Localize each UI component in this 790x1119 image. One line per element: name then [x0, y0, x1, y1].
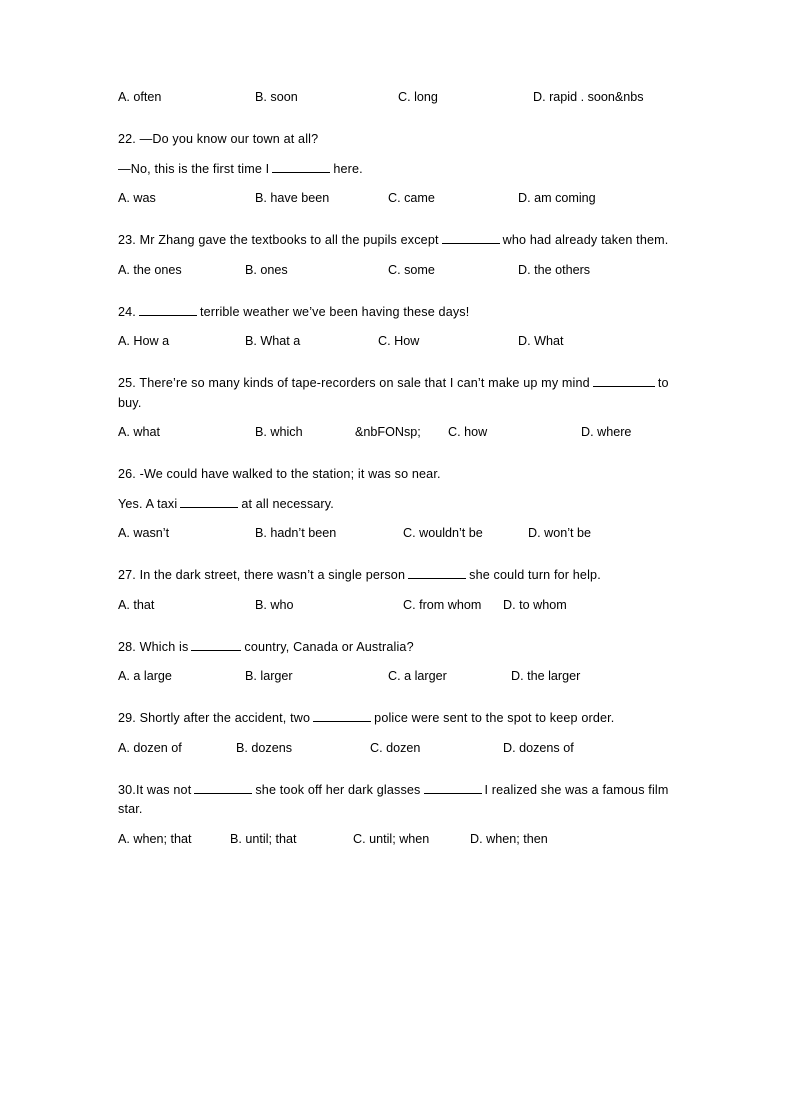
option-c[interactable]: C. came	[388, 191, 435, 206]
option-a[interactable]: A. the ones	[118, 262, 182, 277]
option-row	[118, 830, 672, 850]
option-d[interactable]: D. am coming	[518, 191, 596, 206]
answer-blank	[139, 304, 197, 316]
option-artifact-text: &nbFONsp;	[355, 425, 421, 440]
option-b[interactable]: B. What a	[245, 334, 301, 349]
answer-blank	[180, 496, 238, 508]
option-d[interactable]: D. the larger	[511, 669, 581, 684]
answer-blank-1	[194, 782, 252, 794]
option-d[interactable]: D. dozens of	[503, 740, 574, 755]
stem-text-before: 25. There’re so many kinds of tape-recorders on sale that I can’t make up my mind	[118, 376, 590, 391]
option-b[interactable]: B. who	[255, 597, 294, 612]
answer-blank	[593, 375, 655, 387]
option-row	[118, 596, 672, 616]
stem-text-before: 30.It was not	[118, 782, 192, 797]
stem-text-after: to buy.	[118, 376, 669, 410]
option-d[interactable]: D. where	[581, 425, 632, 440]
question-stem-line	[118, 374, 672, 413]
answer-blank	[442, 232, 500, 244]
question-block-q21	[118, 88, 672, 108]
question-block-q24	[118, 303, 672, 353]
question-stem-line: 26. -We could have walked to the station; it was so near.	[118, 467, 441, 482]
option-c[interactable]: C. how	[448, 425, 488, 440]
stem-text-before: 27. In the dark street, there wasn’t a single person	[118, 568, 406, 583]
option-c[interactable]: C. long	[398, 90, 438, 104]
option-row	[118, 261, 672, 281]
option-d[interactable]: D. the others	[518, 262, 591, 277]
stem-text-after: I realized she was a famous film star.	[118, 782, 669, 817]
question-stem-line-2	[118, 160, 672, 180]
question-block-q28	[118, 638, 672, 688]
option-row	[118, 667, 672, 687]
answer-blank-2	[424, 782, 482, 794]
question-stem-line: 22. —Do you know our town at all?	[118, 132, 319, 146]
option-d[interactable]: D. to whom	[503, 597, 567, 612]
question-stem-line	[118, 303, 672, 323]
stem-text-after: here.	[333, 161, 363, 176]
option-row	[118, 189, 672, 209]
question-block-q23	[118, 231, 672, 281]
option-a[interactable]: A. wasn’t	[118, 526, 170, 541]
question-block-q27	[118, 566, 672, 616]
option-b[interactable]: B. ones	[245, 262, 288, 277]
option-d[interactable]: D. What	[518, 334, 564, 349]
option-a[interactable]: A. was	[118, 191, 156, 206]
stem-text-after: police were sent to the spot to keep order.	[374, 711, 615, 726]
stem-text-before: 23. Mr Zhang gave the textbooks to all the pupils except	[118, 233, 439, 248]
option-a[interactable]: A. what	[118, 425, 160, 440]
question-stem-line	[118, 709, 672, 729]
question-stem-line	[118, 231, 672, 251]
answer-blank	[191, 639, 241, 651]
option-row	[118, 88, 672, 108]
stem-text-before: 24.	[118, 304, 136, 319]
option-b[interactable]: B. have been	[255, 191, 330, 206]
question-block-q25	[118, 374, 672, 443]
option-b[interactable]: B. which	[255, 425, 303, 440]
option-a[interactable]: A. often	[118, 90, 162, 104]
question-stem-line	[118, 566, 672, 586]
option-c[interactable]: C. wouldn’t be	[403, 526, 483, 541]
option-b[interactable]: B. soon	[255, 90, 298, 104]
question-block-q22	[118, 130, 672, 209]
option-d[interactable]: D. rapid . soon&nbs	[533, 90, 644, 104]
stem-text-after: terrible weather we’ve been having these days!	[199, 304, 470, 319]
option-row	[118, 332, 672, 352]
option-c[interactable]: C. from whom	[403, 597, 482, 612]
option-c[interactable]: C. dozen	[370, 740, 421, 755]
option-b[interactable]: B. hadn’t been	[255, 526, 337, 541]
stem-text-after: country, Canada or Australia?	[244, 639, 414, 654]
option-d[interactable]: D. won’t be	[528, 526, 591, 541]
option-row	[118, 423, 672, 443]
question-stem-line	[118, 781, 672, 820]
option-row	[118, 524, 672, 544]
option-d[interactable]: D. when; then	[470, 831, 548, 846]
answer-blank	[408, 567, 466, 579]
stem-text-before: Yes. A taxi	[118, 496, 178, 511]
answer-blank	[313, 710, 371, 722]
option-a[interactable]: A. How a	[118, 334, 170, 349]
stem-text-after: who had already taken them.	[502, 233, 669, 248]
stem-text-before: —No, this is the first time I	[118, 161, 270, 176]
option-c[interactable]: C. a larger	[388, 669, 447, 684]
question-block-q30	[118, 781, 672, 850]
option-a[interactable]: A. dozen of	[118, 740, 182, 755]
option-b[interactable]: B. dozens	[236, 740, 293, 755]
question-block-q26	[118, 465, 672, 544]
answer-blank	[272, 161, 330, 173]
stem-text-after: she could turn for help.	[469, 568, 601, 583]
stem-text-before: 28. Which is	[118, 639, 189, 654]
option-row	[118, 739, 672, 759]
option-a[interactable]: A. that	[118, 597, 155, 612]
option-c[interactable]: C. some	[388, 262, 435, 277]
option-b[interactable]: B. until; that	[230, 831, 297, 846]
option-c[interactable]: C. How	[378, 334, 420, 349]
stem-text-after: at all necessary.	[241, 496, 334, 511]
question-block-q29	[118, 709, 672, 759]
option-b[interactable]: B. larger	[245, 669, 293, 684]
question-stem-line	[118, 638, 672, 658]
stem-text-middle: she took off her dark glasses	[255, 782, 421, 797]
option-a[interactable]: A. a large	[118, 669, 172, 684]
option-a[interactable]: A. when; that	[118, 831, 192, 846]
option-c[interactable]: C. until; when	[353, 831, 430, 846]
question-stem-line-2	[118, 495, 672, 515]
stem-text-before: 29. Shortly after the accident, two	[118, 711, 311, 726]
